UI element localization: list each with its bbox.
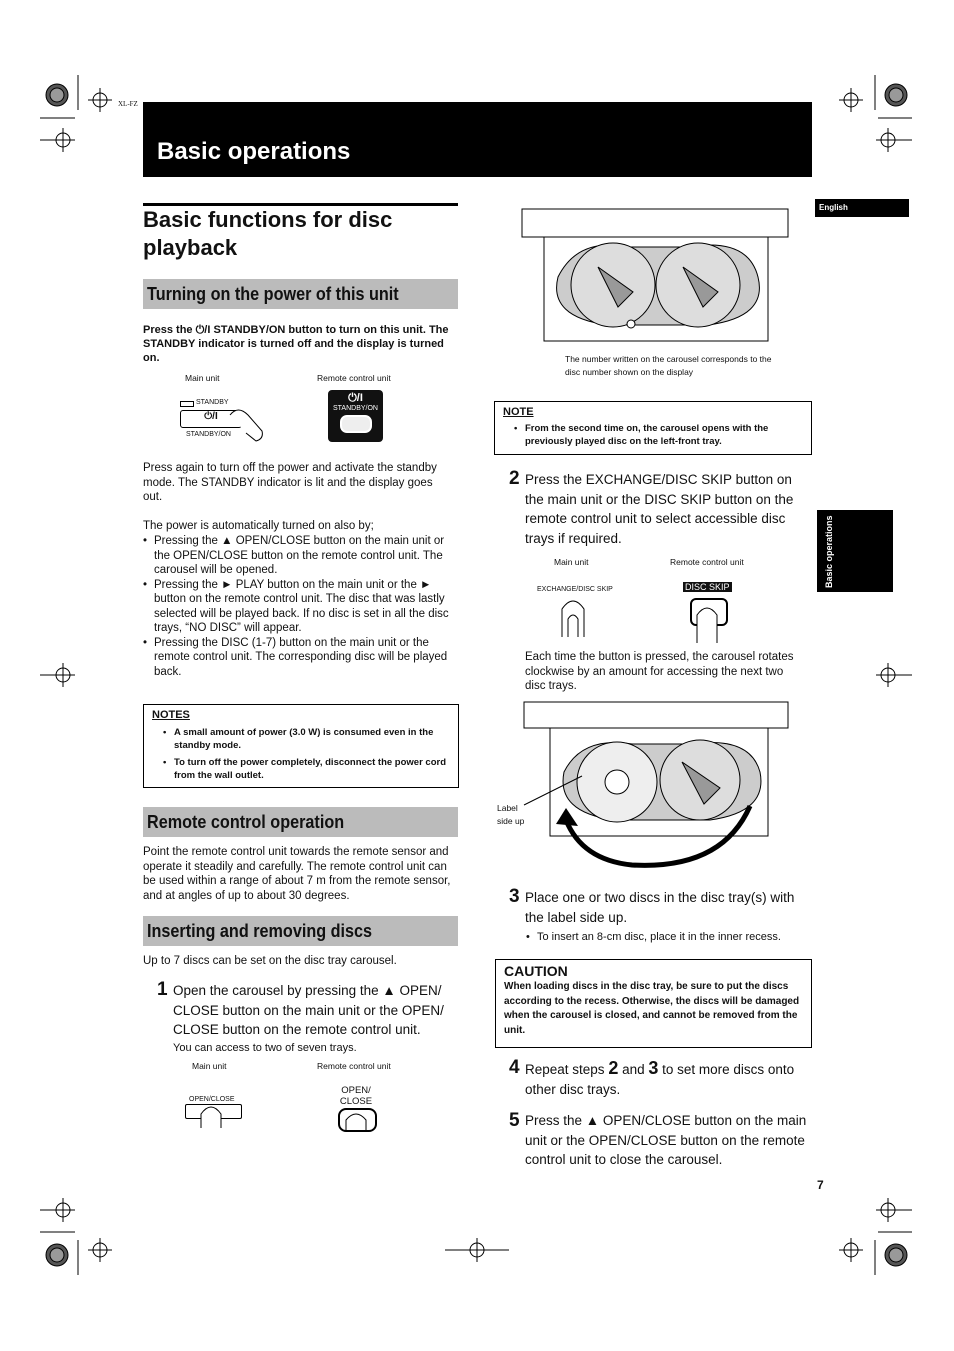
carousel-rotate-illustration [522,700,792,880]
step1-text: Open the carousel by pressing the ▲ OPEN/ CLOSE button on the main unit or the OPEN/ CLOSE button on the remote control unit. [173,983,444,1037]
exchange-label: EXCHANGE/DISC SKIP [537,586,613,593]
page-number: 7 [817,1178,824,1192]
auto-on-item: • Pressing the ► PLAY button on the main unit or the ► button on the remote control unit. The disc that was lastly selected will be played back. If no disc is set in all the disc trays, “NO DISC” will appear. [154,578,457,636]
standby-main-illustration [176,395,266,443]
step1-number: 1 [157,979,168,1000]
note-item: • From the second time on, the carousel opens with the previously played disc on the left-front tray. [525,422,803,448]
auto-on-intro: The power is automatically turned on also by; [143,520,374,532]
step4-text-a: Repeat steps [525,1062,609,1077]
finger-icon [228,403,266,443]
step1-sub: You can access to two of seven trays. [173,1042,357,1054]
section-tab-label: Basic operations [824,515,834,588]
finger-icon [199,1106,223,1128]
step1-label-remote: Remote control unit [317,1061,391,1071]
margin-code: XL-FZ [118,100,138,108]
step3-bullets [525,931,827,943]
notes-list [152,726,450,782]
power-instruction-post: /I STANDBY/ON button to turn on this unit. The STANDBY indicator is turned off and the display is turned on. [143,324,449,364]
step5-text: Press the ▲ OPEN/CLOSE button on the main unit or the OPEN/CLOSE button on the remote control unit to close the carousel. [525,1113,807,1167]
note-box [494,401,812,455]
heading-insert [143,916,458,946]
step4-number: 4 [509,1057,520,1078]
finger-icon [344,1112,368,1130]
caution-text: When loading discs in the disc tray, be sure to put the discs according to the recess. Otherwise, the discs will be damaged when the carousel is closed, and cannot be removed from the unit. [504,981,800,1036]
heading-insert-text: Inserting and removing discs [147,921,373,941]
carousel-open-illustration [518,207,794,347]
label-side-up: Label side up [497,803,525,826]
step2-text: Press the EXCHANGE/DISC SKIP button on the main unit or the DISC SKIP button on the remote control unit to select accessible disc trays if required. [525,472,794,546]
notes-title: NOTES [152,709,190,721]
open-close-main-label: OPEN/CLOSE [189,1096,235,1103]
step3-number: 3 [509,886,520,907]
heading-remote [143,807,458,837]
step5-number: 5 [509,1110,520,1131]
finger-icon [695,605,719,643]
remote-paragraph: Point the remote control unit towards the remote sensor and operate it steadily and carefully. The remote control unit can be used within a range of about 7 m from the remote sensor, and at angles of up to about 30 degrees. [143,846,451,902]
note-item: • To turn off the power completely, disconnect the power cord from the wall outlet. [174,756,450,782]
notes-box [143,704,459,788]
step3-bullet: • To insert an 8-cm disc, place it in the inner recess. [537,931,827,943]
standby-remote-illustration [328,390,383,442]
caution-title: CAUTION [504,963,568,979]
power-instruction [143,323,458,365]
note-list [503,422,803,448]
auto-on-list [143,534,457,679]
step4-ref-3: 3 [648,1058,659,1078]
step2-number: 2 [509,468,520,489]
remote-power-icon: ⏻/I [348,392,363,404]
power-label-main: Main unit [185,373,220,383]
open-close-remote-label: OPEN/ CLOSE [339,1085,373,1107]
disc-skip-label[interactable]: DISC SKIP [685,582,730,592]
power-symbol-icon: ⏻ [195,324,205,336]
note-title: NOTE [503,406,534,418]
page-title: Basic operations [157,138,351,165]
heading-power-text: Turning on the power of this unit [147,284,399,304]
insert-intro: Up to 7 discs can be set on the disc tray carousel. [143,955,397,967]
standby-button-symbol: /I [212,411,218,422]
standby-indicator [180,401,194,407]
step3-text: Place one or two discs in the disc tray(s) with the label side up. [525,890,795,925]
standby-on-label: STANDBY/ON [186,431,231,438]
power-icon: ⏻ [204,411,213,422]
rotate-paragraph: Each time the button is pressed, the carousel rotates clockwise by an amount for accessing the next two disc trays. [525,651,794,692]
note-item: • A small amount of power (3.0 W) is consumed even in the standby mode. [174,726,450,752]
section-title: Basic functions for disc playback [143,207,393,260]
power-instruction-pre: Press the [143,324,196,336]
standby-indicator-label: STANDBY [196,399,229,406]
step1-label-main: Main unit [192,1061,227,1071]
step2-label-remote: Remote control unit [670,557,744,567]
exchange-button-illustration[interactable] [560,597,586,637]
step4-text [525,1059,810,1099]
step4-text-b: and [618,1062,649,1077]
step2-label-main: Main unit [554,557,589,567]
language-tab: English [815,199,909,217]
heading-remote-text: Remote control operation [147,812,345,832]
step4-text-c: to set more discs onto other disc trays. [525,1062,795,1097]
auto-on-item: • Pressing the ▲ OPEN/CLOSE button on the main unit or the OPEN/CLOSE button on the remote control unit. The carousel will be opened. [154,534,457,578]
remote-standby-button[interactable] [340,415,372,433]
power-label-remote: Remote control unit [317,373,391,383]
caution-box [495,959,812,1048]
heading-power [143,279,458,309]
step4-ref-2: 2 [608,1058,619,1078]
auto-on-item: • Pressing the DISC (1-7) button on the main unit or the remote control unit. The corresponding disc will be played back. [154,636,457,680]
remote-standby-on-label: STANDBY/ON [333,405,378,412]
power-off-paragraph: Press again to turn off the power and activate the standby mode. The STANDBY indicator is lit and the display goes out. [143,462,437,503]
carousel-caption: The number written on the carousel corresponds to the disc number shown on the display [565,354,772,377]
